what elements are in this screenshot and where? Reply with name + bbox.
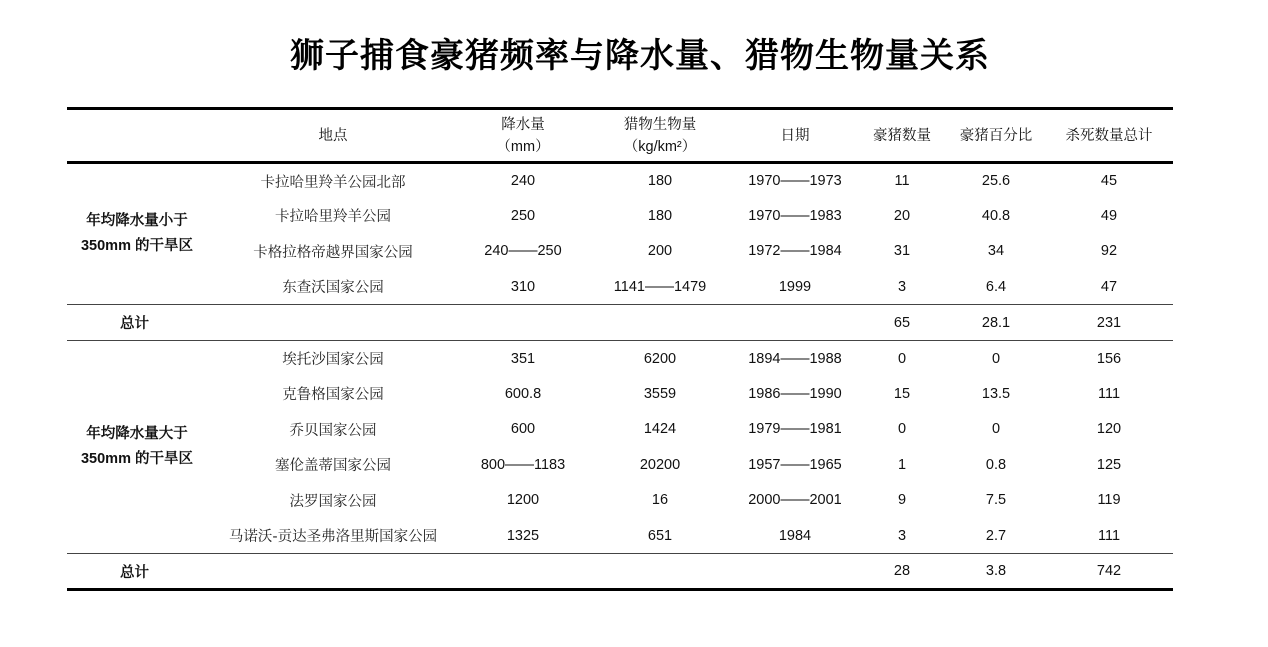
group-label-line2: 350mm 的干旱区 — [80, 238, 193, 254]
header-porcupine-percent: 豪猪百分比 — [959, 127, 1033, 144]
cell-count: 20 — [893, 207, 911, 224]
cell-biomass: 180 — [647, 173, 673, 189]
table-row — [67, 269, 1173, 305]
header-rainfall-unit: （mm） — [496, 138, 550, 155]
table-row — [67, 341, 1173, 377]
header-biomass-unit: （kg/km²） — [623, 138, 697, 155]
cell-biomass: 6200 — [643, 350, 677, 367]
cell-site: 克鲁格国家公园 — [282, 387, 384, 404]
cell-site: 法罗国家公园 — [289, 493, 377, 510]
cell-count: 3 — [897, 278, 907, 295]
cell-date: 1979——1981 — [748, 421, 842, 438]
cell-biomass: 20200 — [639, 456, 681, 473]
cell-biomass: 1141——1479 — [613, 278, 707, 295]
cell-kills: 49 — [1100, 207, 1118, 224]
cell-count: 31 — [893, 243, 911, 260]
cell-date: 1894——1988 — [748, 350, 842, 367]
total-percent: 3.8 — [985, 563, 1007, 579]
total-label: 总计 — [120, 564, 149, 581]
table-row — [67, 518, 1173, 554]
header-date: 日期 — [780, 127, 810, 144]
table-header — [67, 109, 1173, 163]
cell-biomass: 180 — [647, 207, 673, 224]
cell-count: 0 — [897, 350, 907, 367]
cell-kills: 111 — [1097, 527, 1121, 544]
cell-percent: 2.7 — [985, 527, 1007, 544]
cell-date: 2000——2001 — [748, 492, 842, 509]
table-row — [67, 198, 1173, 234]
porcupine-predation-table — [67, 107, 1173, 591]
cell-date: 1999 — [778, 278, 812, 295]
header-porcupine-count: 豪猪数量 — [873, 127, 931, 144]
total-row — [67, 554, 1173, 590]
table-body — [67, 163, 1173, 590]
cell-biomass: 651 — [647, 527, 673, 544]
document-title: 狮子捕食豪猪频率与降水量、猎物生物量关系 — [290, 36, 990, 76]
cell-count: 0 — [897, 421, 907, 438]
total-count: 65 — [893, 314, 911, 331]
table-row — [67, 163, 1173, 199]
cell-percent: 40.8 — [981, 207, 1011, 224]
cell-kills: 119 — [1097, 492, 1121, 509]
header-rainfall — [459, 109, 587, 163]
cell-biomass: 1424 — [643, 421, 677, 438]
group-label-line1: 年均降水量小于 — [86, 213, 188, 229]
cell-kills: 45 — [1100, 173, 1118, 189]
header-biomass — [587, 109, 733, 163]
group-label-line2: 350mm 的干旱区 — [80, 451, 193, 467]
cell-percent: 0.8 — [985, 456, 1007, 473]
cell-site: 塞伦盖蒂国家公园 — [275, 458, 391, 475]
total-percent: 28.1 — [981, 314, 1011, 331]
table-row — [67, 447, 1173, 483]
group-label-arid — [67, 163, 207, 305]
cell-percent: 0 — [991, 421, 1001, 438]
cell-site: 埃托沙国家公园 — [282, 352, 384, 368]
cell-percent: 0 — [991, 350, 1001, 367]
total-kills: 742 — [1096, 563, 1122, 579]
cell-date: 1972——1984 — [748, 243, 842, 260]
cell-date: 1957——1965 — [748, 456, 842, 473]
cell-kills: 92 — [1100, 243, 1118, 260]
table-row — [67, 483, 1173, 519]
cell-rainfall: 1325 — [506, 527, 540, 544]
table-row — [67, 412, 1173, 448]
cell-count: 3 — [897, 527, 907, 544]
cell-site: 卡拉哈里羚羊公园 — [275, 209, 391, 226]
cell-kills: 125 — [1096, 456, 1122, 473]
cell-kills: 156 — [1096, 350, 1122, 367]
table-row — [67, 376, 1173, 412]
cell-rainfall: 600.8 — [504, 385, 542, 402]
header-group — [67, 109, 207, 163]
cell-kills: 120 — [1096, 421, 1122, 438]
cell-count: 1 — [897, 456, 907, 473]
cell-site: 卡格拉格帝越界国家公园 — [253, 244, 413, 261]
cell-date: 1970——1983 — [748, 207, 842, 224]
header-biomass-label: 猎物生物量 — [623, 116, 697, 133]
total-count: 28 — [893, 563, 911, 579]
cell-rainfall: 250 — [510, 207, 536, 224]
group-label-line1: 年均降水量大于 — [86, 426, 188, 442]
cell-rainfall: 800——1183 — [480, 456, 566, 473]
cell-count: 15 — [893, 385, 911, 402]
cell-percent: 7.5 — [985, 492, 1007, 509]
cell-date: 1970——1973 — [748, 173, 842, 189]
cell-rainfall: 600 — [510, 421, 536, 438]
table-row — [67, 234, 1173, 270]
cell-rainfall: 1200 — [506, 492, 540, 509]
cell-kills: 111 — [1097, 385, 1121, 402]
cell-site: 卡拉哈里羚羊公园北部 — [260, 174, 406, 191]
cell-rainfall: 310 — [510, 278, 536, 295]
cell-rainfall: 351 — [510, 350, 536, 367]
cell-percent: 25.6 — [981, 173, 1011, 189]
cell-biomass: 16 — [651, 492, 669, 509]
cell-kills: 47 — [1100, 278, 1118, 295]
cell-percent: 13.5 — [981, 385, 1011, 402]
cell-rainfall: 240——250 — [484, 243, 562, 260]
header-site: 地点 — [318, 127, 348, 144]
cell-percent: 34 — [987, 243, 1005, 260]
cell-count: 11 — [894, 173, 910, 189]
cell-percent: 6.4 — [985, 278, 1007, 295]
cell-site: 乔贝国家公园 — [289, 422, 377, 439]
cell-count: 9 — [897, 492, 907, 509]
header-rainfall-label: 降水量 — [501, 116, 545, 133]
cell-site: 马诺沃-贡达圣弗洛里斯国家公园 — [228, 529, 438, 545]
cell-biomass: 3559 — [643, 385, 677, 402]
total-row — [67, 305, 1173, 341]
total-label: 总计 — [120, 316, 149, 332]
cell-date: 1986——1990 — [748, 385, 842, 402]
cell-date: 1984 — [778, 527, 812, 544]
group-label-wet — [67, 341, 207, 554]
header-total-kills: 杀死数量总计 — [1065, 127, 1153, 144]
cell-site: 东查沃国家公园 — [282, 280, 384, 296]
total-kills: 231 — [1096, 314, 1122, 331]
cell-rainfall: 240 — [510, 173, 536, 189]
cell-biomass: 200 — [647, 243, 673, 260]
